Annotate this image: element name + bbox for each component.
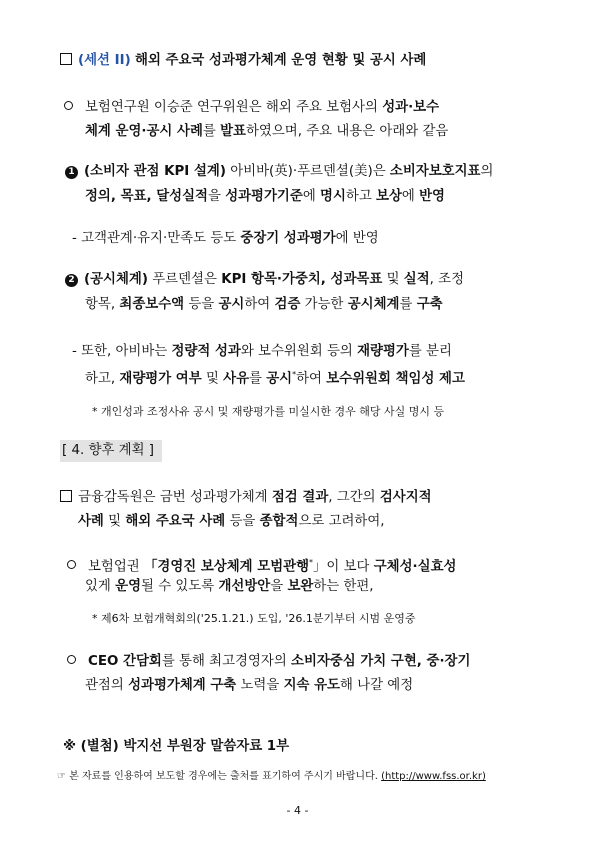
session-heading	[60, 52, 426, 70]
page-number: - 4 -	[286, 804, 309, 817]
dash1-line: - 고객관계·유지·만족도 등도 중장기 성과평가에 반영	[72, 231, 379, 246]
section-header	[60, 440, 162, 462]
square-bullet-icon	[60, 490, 72, 502]
citation-note: ☞ 본 자료를 인용하여 보도할 경우에는 출처를 표기하여 주시기 바랍니다. (http://www.fss.or.kr)	[57, 771, 486, 782]
circle-bullet-icon	[64, 101, 73, 110]
plan-line-2: 사례 및 해외 주요국 사례 등을 종합적으로 고려하여,	[78, 514, 385, 529]
plan-item2-line-2: 관점의 성과평가체계 구축 노력을 지속 유도해 나갈 예정	[85, 678, 414, 693]
number-2-icon: 2	[65, 274, 78, 287]
item1-line-1: 1 (소비자 관점 KPI 설계) 아비바(英)·푸르덴셜(美)은 소비자보호지표의	[65, 163, 493, 181]
item2-line-1: 2 (공시체계) 푸르덴셜은 KPI 항목·가중치, 성과목표 및 실적, 조정	[65, 271, 464, 289]
session-label: (세션 II)	[78, 53, 131, 68]
footnote-2: * 제6차 보험개혁회의('25.1.21.) 도입, '26.1분기부터 시범 운영중	[92, 612, 416, 625]
session-title: 해외 주요국 성과평가체계 운영 현황 및 공시 사례	[135, 53, 427, 68]
pointing-hand-icon: ☞	[57, 771, 66, 782]
square-bullet-icon	[60, 53, 72, 65]
plan-item2-line-1: CEO 간담회를 통해 최고경영자의 소비자중심 가치 구현, 중·장기	[67, 653, 470, 671]
footnote-1: * 개인성과 조정사유 공시 및 재량평가를 미실시한 경우 해당 사실 명시 등	[92, 405, 445, 418]
circle-bullet-icon	[67, 560, 76, 569]
attachment-note: ※ (별첨) 박지선 부원장 말씀자료 1부	[63, 739, 290, 754]
plan-item1-line-2: 있게 운영될 수 있도록 개선방안을 보완하는 한편,	[85, 579, 374, 594]
number-1-icon: 1	[65, 166, 78, 179]
intro-line-2: 체계 운영·공시 사례를 발표하였으며, 주요 내용은 아래와 같음	[85, 124, 449, 139]
dash2-line-1: - 또한, 아비바는 정량적 성과와 보수위원회 등의 재량평가를 분리	[72, 344, 452, 359]
item2-line-2: 항목, 최종보수액 등을 공시하여 검증 가능한 공시체계를 구축	[85, 297, 443, 312]
fss-website-link[interactable]: (http://www.fss.or.kr)	[381, 771, 486, 782]
circle-bullet-icon	[67, 655, 76, 664]
dash2-line-2: 하고, 재량평가 여부 및 사유를 공시*하여 보수위원회 책임성 제고	[85, 370, 465, 387]
item1-line-2: 정의, 목표, 달성실적을 성과평가기준에 명시하고 보상에 반영	[85, 189, 445, 204]
intro-line-1: 보험연구원 이승준 연구위원은 해외 주요 보험사의 성과·보수	[64, 99, 439, 117]
section-title: [ 4. 향후 계획 ]	[62, 443, 154, 458]
plan-line-1: 금융감독원은 금번 성과평가체계 점검 결과, 그간의 검사지적	[60, 489, 432, 507]
plan-item1-line-1: 보험업권 「경영진 보상체계 모범관행*」이 보다 구체성·실효성	[67, 554, 456, 576]
